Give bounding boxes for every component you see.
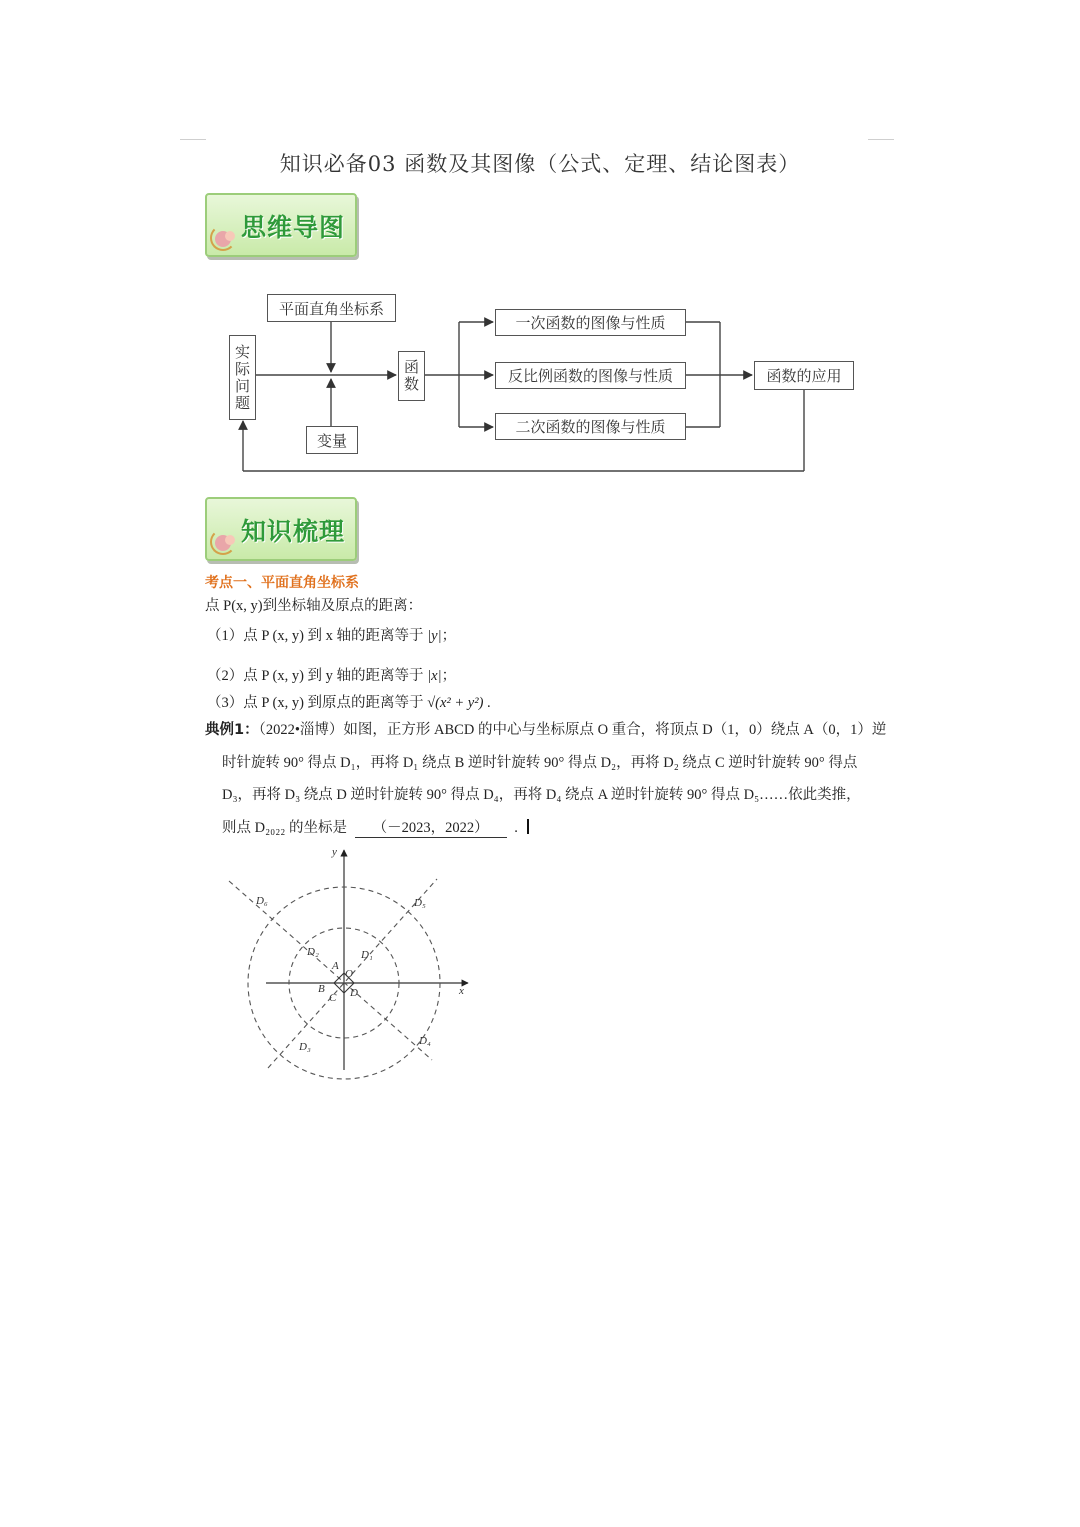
axis-x-label: x: [459, 985, 464, 997]
example-label: 典例1：: [205, 722, 259, 738]
label-d1: D₁: [361, 949, 373, 961]
example-line-2: 时针旋转 90° 得点 D₁，再将 D₁ 绕点 B 逆时针旋转 90° 得点 D₂，再将 D₂ 绕点 C 逆时针旋转 90° 得点: [222, 755, 858, 771]
label-d4: D₄: [419, 1035, 431, 1047]
mindmap-inverse: 反比例函数的图像与性质: [495, 362, 686, 389]
distance-item-3-period: .: [487, 695, 491, 711]
distance-item-2-semicolon: ；: [441, 668, 457, 684]
label-d6: D₆: [256, 895, 268, 907]
distance-item-3-expr: √(x² + y²): [427, 695, 484, 711]
mindmap-application: 函数的应用: [754, 361, 854, 390]
label-d5: D₅: [414, 897, 426, 909]
example-line-3: D₃，再将 D₃ 绕点 D 逆时针旋转 90° 得点 D₄，再将 D₄ 绕点 A 逆时针旋转 90° 得点 D₅……依此类推，: [222, 787, 861, 803]
distance-item-1-semicolon: ；: [441, 628, 457, 644]
distance-item-3-text: （3）点 P (x, y) 到原点的距离等于: [207, 695, 424, 711]
mindmap-quadratic: 二次函数的图像与性质: [495, 413, 686, 440]
example-answer: （－2023，2022）: [355, 816, 507, 838]
distance-item-1-text: （1）点 P (x, y) 到 x 轴的距离等于: [207, 628, 424, 644]
label-b: B: [318, 983, 325, 995]
mindmap-function: 函数: [398, 351, 425, 401]
mindmap-coord-system: 平面直角坐标系: [267, 294, 396, 322]
page-title: 知识必备03 函数及其图像（公式、定理、结论图表）: [279, 152, 801, 176]
label-c: C: [329, 992, 337, 1004]
example-line-1-text: （2022•淄博）如图，正方形 ABCD 的中心与坐标原点 O 重合，将顶点 D（1，0）绕点 A（0，1）逆: [258, 722, 887, 738]
section-heading: 考点一、平面直角坐标系: [205, 575, 359, 591]
mindmap-linear: 一次函数的图像与性质: [495, 309, 686, 336]
knowledge-badge-label: 知识梳理: [241, 517, 346, 546]
diagonal-nw: [229, 881, 432, 1060]
label-d: D: [350, 987, 358, 999]
example-line-4-suffix: .: [514, 820, 518, 836]
label-d2: D₂: [307, 946, 319, 958]
mindmap-variable: 变量: [306, 426, 358, 454]
section-intro: 点 P(x, y)到坐标轴及原点的距离：: [205, 598, 423, 614]
distance-item-2-expr: |x|: [427, 668, 442, 684]
distance-item-2-text: （2）点 P (x, y) 到 y 轴的距离等于: [207, 668, 424, 684]
label-a: A: [332, 960, 339, 972]
axis-y-label: y: [332, 846, 337, 858]
mindmap-badge-label: 思维导图: [241, 213, 346, 242]
mindmap-practical-problem: 实际问题: [229, 335, 256, 420]
example-line-4-prefix: 则点 D₂₀₂₂ 的坐标是: [222, 820, 347, 836]
label-d3: D₃: [299, 1041, 311, 1053]
distance-item-1-expr: |y|: [427, 628, 442, 644]
label-o: O: [345, 968, 353, 980]
